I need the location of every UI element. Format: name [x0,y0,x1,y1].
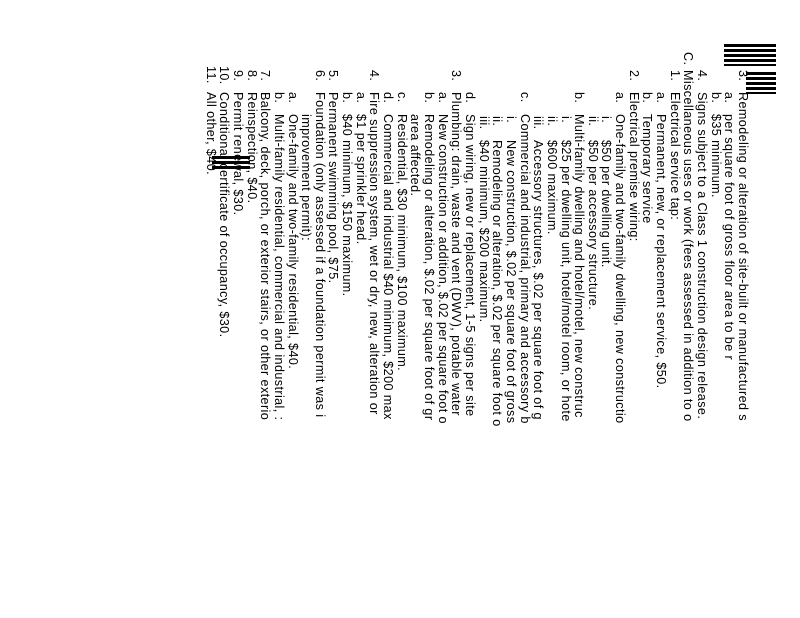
line-text: Remodeling or alteration, $.02 per square foot o [490,140,505,427]
line-number-label: C. [681,52,696,66]
line-text: $40 minimum, $200 maximum. [476,140,491,323]
line-number-label: 6. [312,70,327,82]
line-number-label: b. [708,92,723,104]
line-number-label: 3. [449,70,464,82]
line-number-label: a. [353,92,368,104]
line-number-label: b. [640,92,655,104]
line-number-label: b. [340,92,355,104]
line-text: Remodeling or alteration of site-built or manufactured s [736,92,750,422]
document-line [573,92,586,418]
line-text: $25 per dwelling unit, hotel/motel room, or hote [558,140,573,422]
document-line [436,92,449,424]
document-line [327,70,340,284]
line-number-label: c. [394,92,409,103]
line-number-label: 3. [736,70,750,82]
line-text: $50 per accessory structure. [585,140,600,311]
document-line [668,70,681,220]
line-text: Permit renewal, $30. [230,92,245,216]
document-line [286,92,299,369]
line-number-label: iii. [476,116,491,130]
line-number-label: ii. [585,116,600,127]
document-line [409,92,422,196]
line-text: $600 maximum. [544,140,559,235]
document-line [559,116,572,422]
line-text: Balcony, deck, porch, or exterior stairs, or other exterio [258,92,273,421]
document-line [709,92,722,198]
line-text: $1 per sprinkler head. [353,114,368,245]
line-number-label: i. [599,116,614,124]
line-text: Accessory structures, $.02 per square foot of g [531,140,546,420]
line-text: Electrical premise wiring: [626,92,641,242]
line-text: Fire suppression system, wet or dry, new, alteration or [367,92,382,415]
line-number-label: a. [613,92,628,104]
document-line [518,92,531,424]
line-number-label: b. [422,92,437,104]
line-text: Permanent swimming pool, $75. [326,92,341,284]
line-text: Miscellaneous uses or work (fees assessed in addition to o [681,70,696,422]
document-line [477,116,490,323]
line-number-label: c. [517,92,532,103]
document-line [545,116,558,235]
document-line [627,70,640,242]
document-line [450,70,463,416]
line-number-label: 4. [695,70,710,82]
line-text: per square foot of gross floor area to be r [722,114,737,361]
line-text: $50 per dwelling unit. [599,140,614,268]
line-number-label: d. [381,92,396,104]
document-line [586,116,599,310]
line-text: improvement permit): [299,114,314,241]
line-number-label: 9. [230,70,245,82]
line-text: Remodeling or alteration, $.02 per square foot of gr [422,114,437,421]
document-line [422,92,435,420]
document-line [313,70,326,417]
line-text: Conditional certificate of occupancy, $30. [217,92,232,338]
line-text: New construction or addition, $.02 per square foot o [435,114,450,424]
document-line [463,92,476,417]
document-line [259,70,272,420]
line-number-label: 7. [258,70,273,82]
line-text: Electrical service tap: [667,92,682,221]
line-number-label: b. [271,92,286,104]
line-text: Reinspection, $40. [244,92,259,204]
document-line [600,116,613,268]
line-number-label: 8. [244,70,259,82]
line-number-label: ii. [490,116,505,127]
document-line [723,92,736,360]
document-line [245,70,258,204]
line-text: Foundation (only assessed if a foundation permit was i [312,92,327,418]
document-line [341,92,354,297]
line-number-label: 5. [326,70,341,82]
line-text: Plumbing: drain, waste and vent (DWV), potable water [449,92,464,416]
document-line [272,92,285,420]
line-number-label: ii. [544,116,559,127]
document-line [382,92,395,420]
document-line [641,92,654,224]
line-text: Signs subject to a Class 1 construction design release. [695,92,710,420]
line-text: $40 minimum, $150 maximum. [340,114,355,297]
document-line [614,92,627,423]
document-line [204,66,217,175]
line-text: Multi-family residential, commercial and industrial, : [271,114,286,421]
line-text: area affected. [408,114,423,197]
line-text: Multi-family dwelling and hotel/motel, new construc [572,114,587,418]
line-text: One-family and two-family dwelling, new constructio [613,114,628,424]
document-line [491,116,504,427]
document-line [395,92,408,371]
line-number-label: a. [722,92,737,104]
line-text: All other, $40. [203,92,218,176]
line-text: Commercial and industrial $40 minimum, $200 max [381,114,396,420]
line-number-label: i. [558,116,573,124]
scan-artifact-block [724,44,776,66]
line-text: Permanent, new, or replacement service, $50. [654,114,669,389]
document-line [682,52,695,422]
document-line [504,116,517,423]
line-number-label: b. [572,92,587,104]
document-line [368,70,381,415]
document-line [736,70,749,421]
line-text: New construction, $.02 per square foot of gross [503,140,518,424]
line-number-label: 11. [203,66,218,84]
line-number-label: a. [435,92,450,104]
line-text: Sign wiring, new or replacement, 1-5 signs per site [463,114,477,417]
line-text: One-family and two-family residential, $40. [285,114,300,370]
document-line [231,70,244,216]
line-number-label: iii. [531,116,546,130]
document-line [354,92,367,245]
line-number-label: 2. [626,70,641,82]
line-text: Residential, $30 minimum, $100 maximum. [394,114,409,372]
document-line [695,70,708,419]
line-number-label: 4. [367,70,382,82]
line-number-label: a. [285,92,300,104]
line-number-label: 1. [667,70,682,82]
line-number-label: a. [654,92,669,104]
line-text: Commercial and industrial, primary and accessory b [517,114,532,424]
document-line [532,116,545,420]
scan-artifact-block [746,72,776,94]
line-number-label: 10. [217,66,232,85]
document-line [218,66,231,338]
line-number-label: i. [503,116,518,124]
document-line [655,92,668,389]
document-line [300,92,313,241]
line-text: Temporary service [640,114,655,224]
line-number-label: d. [463,92,477,104]
line-text: $35 minimum. [708,114,723,198]
